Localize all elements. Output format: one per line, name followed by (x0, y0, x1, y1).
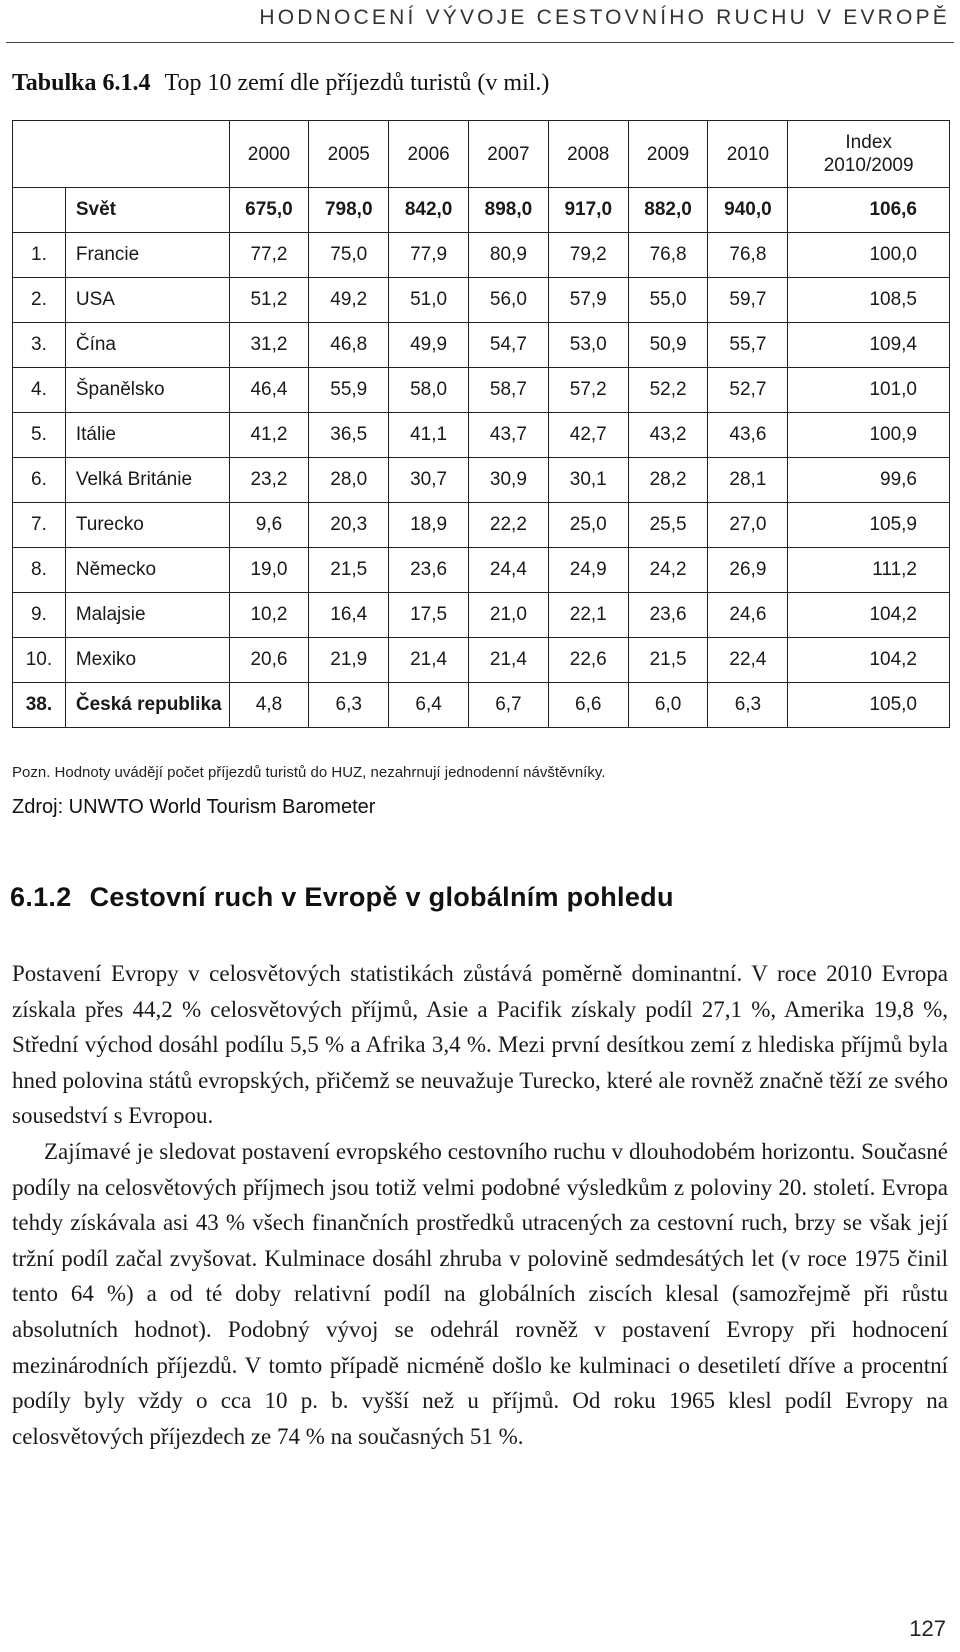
section-number: 6.1.2 (10, 882, 72, 912)
row-rank: 10. (13, 638, 66, 683)
row-value: 17,5 (389, 593, 469, 638)
row-value: 26,9 (708, 548, 788, 593)
table-row (13, 368, 950, 413)
row-value: 21,0 (469, 593, 549, 638)
row-value: 49,2 (309, 278, 389, 323)
row-country: Malajsie (65, 593, 229, 638)
row-value: 22,1 (548, 593, 628, 638)
row-value: 79,2 (548, 233, 628, 278)
row-value: 22,2 (469, 503, 549, 548)
row-value: 30,7 (389, 458, 469, 503)
row-index: 100,9 (788, 413, 950, 458)
row-value: 53,0 (548, 323, 628, 368)
row-value: 25,5 (628, 503, 708, 548)
row-value: 21,4 (389, 638, 469, 683)
row-value: 842,0 (389, 188, 469, 233)
paragraph: Postavení Evropy v celosvětových statistikách zůstává poměrně dominantní. V roce 2010 Evropa získala přes 44,2 % celosvětových příjmů, Asie a Pacifik získaly podíl 27,1 %, Amerika 19,8 %, Střední východ dosáhl podílu 5,5 % a Afrika 3,4 %. Mezi první desítkou zemí z hlediska příjmů byla hned polovina států evropských, přičemž se neuvažuje Turecko, které ale rovněž značně těží ze svého sousedství s Evropou. (12, 961, 948, 1129)
row-value: 6,6 (548, 683, 628, 728)
row-value: 898,0 (469, 188, 549, 233)
row-value: 41,1 (389, 413, 469, 458)
row-value: 49,9 (389, 323, 469, 368)
row-value: 28,0 (309, 458, 389, 503)
row-index: 108,5 (788, 278, 950, 323)
row-index: 100,0 (788, 233, 950, 278)
paragraph: Zajímavé je sledovat postavení evropského cestovního ruchu v dlouhodobém horizontu. Současné podíly na celosvětových příjmech jsou totiž velmi podobné výsledkům z poloviny 20. století. Evropa tehdy získávala asi 43 % všech finančních prostředků utracených za cestovní ruch, brzy se však její tržní podíl začal zvyšovat. Kulminace dosáhl zhruba v polovině sedmdesátých let (v roce 1975 činil tento 64 %) a od té doby relativní podíl na globálních ziscích klesal (samozřejmě při růstu absolutních hodnot). Podobný vývoj se odehrál rovněž v postavení Evropy při hodnocení mezinárodních příjezdů. V tomto případě nicméně došlo ke kulminaci o desetiletí dříve a procentní podíly byly vždy o cca 10 p. b. vyšší než u příjmů. Od roku 1965 klesl podíl Evropy na celosvětových příjezdech ze 74 % na současných 51 %. (12, 1138, 948, 1449)
row-value: 46,8 (309, 323, 389, 368)
row-value: 51,0 (389, 278, 469, 323)
row-index: 104,2 (788, 593, 950, 638)
row-index: 109,4 (788, 323, 950, 368)
row-value: 6,3 (309, 683, 389, 728)
table-row (13, 593, 950, 638)
page-number: 127 (909, 1616, 946, 1641)
row-country: Turecko (65, 503, 229, 548)
row-value: 24,9 (548, 548, 628, 593)
table-caption (12, 70, 549, 97)
row-rank: 8. (13, 548, 66, 593)
row-index: 105,0 (788, 683, 950, 728)
row-rank: 38. (13, 683, 66, 728)
row-value: 77,2 (229, 233, 309, 278)
row-value: 22,6 (548, 638, 628, 683)
row-value: 52,2 (628, 368, 708, 413)
table-row (13, 323, 950, 368)
row-value: 30,1 (548, 458, 628, 503)
row-value: 56,0 (469, 278, 549, 323)
table-row (13, 503, 950, 548)
row-rank (13, 188, 66, 233)
table-row (13, 188, 950, 233)
row-value: 6,4 (389, 683, 469, 728)
table-caption-label: Tabulka 6.1.4 (12, 70, 151, 96)
table-row (13, 683, 950, 728)
row-value: 4,8 (229, 683, 309, 728)
row-value: 24,2 (628, 548, 708, 593)
row-value: 9,6 (229, 503, 309, 548)
row-country: Mexiko (65, 638, 229, 683)
table-row (13, 413, 950, 458)
row-country: Velká Británie (65, 458, 229, 503)
header-year: 2000 (229, 121, 309, 188)
row-index: 106,6 (788, 188, 950, 233)
row-rank: 3. (13, 323, 66, 368)
row-rank: 9. (13, 593, 66, 638)
row-value: 75,0 (309, 233, 389, 278)
row-value: 54,7 (469, 323, 549, 368)
row-value: 76,8 (628, 233, 708, 278)
row-value: 27,0 (708, 503, 788, 548)
row-value: 77,9 (389, 233, 469, 278)
row-value: 76,8 (708, 233, 788, 278)
row-value: 23,6 (389, 548, 469, 593)
header-index (788, 121, 950, 188)
table-body (13, 188, 950, 728)
row-value: 22,4 (708, 638, 788, 683)
row-value: 57,9 (548, 278, 628, 323)
row-rank: 4. (13, 368, 66, 413)
section-title: Cestovní ruch v Evropě v globálním pohledu (89, 882, 674, 912)
row-value: 50,9 (628, 323, 708, 368)
row-value: 20,6 (229, 638, 309, 683)
row-value: 23,6 (628, 593, 708, 638)
row-country: Španělsko (65, 368, 229, 413)
row-value: 10,2 (229, 593, 309, 638)
table-row (13, 638, 950, 683)
row-value: 55,7 (708, 323, 788, 368)
table-source: Zdroj: UNWTO World Tourism Barometer (12, 796, 376, 818)
row-value: 6,0 (628, 683, 708, 728)
running-head: HODNOCENÍ VÝVOJE CESTOVNÍHO RUCHU V EVROPĚ (259, 6, 950, 29)
row-value: 36,5 (309, 413, 389, 458)
row-index: 99,6 (788, 458, 950, 503)
row-value: 59,7 (708, 278, 788, 323)
row-index: 111,2 (788, 548, 950, 593)
row-value: 46,4 (229, 368, 309, 413)
row-value: 20,3 (309, 503, 389, 548)
row-value: 31,2 (229, 323, 309, 368)
row-country: Svět (65, 188, 229, 233)
table-header-row (13, 121, 950, 188)
row-value: 917,0 (548, 188, 628, 233)
row-country: Německo (65, 548, 229, 593)
row-value: 6,7 (469, 683, 549, 728)
row-value: 28,1 (708, 458, 788, 503)
row-rank: 1. (13, 233, 66, 278)
row-rank: 7. (13, 503, 66, 548)
row-value: 24,4 (469, 548, 549, 593)
table-row (13, 278, 950, 323)
table-row (13, 458, 950, 503)
row-value: 19,0 (229, 548, 309, 593)
row-country: Česká republika (65, 683, 229, 728)
row-value: 24,6 (708, 593, 788, 638)
header-year: 2006 (389, 121, 469, 188)
row-value: 21,4 (469, 638, 549, 683)
table-note: Pozn. Hodnoty uvádějí počet příjezdů turistů do HUZ, nezahrnují jednodenní návštěvníky. (12, 764, 606, 781)
row-value: 58,0 (389, 368, 469, 413)
row-value: 57,2 (548, 368, 628, 413)
row-value: 16,4 (309, 593, 389, 638)
row-value: 882,0 (628, 188, 708, 233)
row-value: 21,9 (309, 638, 389, 683)
table-caption-text: Top 10 zemí dle příjezdů turistů (v mil.) (164, 70, 550, 96)
row-value: 18,9 (389, 503, 469, 548)
row-value: 43,7 (469, 413, 549, 458)
row-value: 43,6 (708, 413, 788, 458)
header-year: 2009 (628, 121, 708, 188)
row-country: Francie (65, 233, 229, 278)
row-value: 940,0 (708, 188, 788, 233)
row-value: 55,9 (309, 368, 389, 413)
row-value: 30,9 (469, 458, 549, 503)
row-value: 798,0 (309, 188, 389, 233)
row-value: 23,2 (229, 458, 309, 503)
header-rule (6, 42, 954, 43)
row-value: 42,7 (548, 413, 628, 458)
row-index: 101,0 (788, 368, 950, 413)
row-rank: 5. (13, 413, 66, 458)
header-year: 2010 (708, 121, 788, 188)
row-value: 21,5 (628, 638, 708, 683)
header-year: 2008 (548, 121, 628, 188)
row-value: 58,7 (469, 368, 549, 413)
row-value: 41,2 (229, 413, 309, 458)
row-value: 55,0 (628, 278, 708, 323)
row-value: 25,0 (548, 503, 628, 548)
header-year: 2005 (309, 121, 389, 188)
row-value: 43,2 (628, 413, 708, 458)
row-value: 28,2 (628, 458, 708, 503)
header-empty-cell (13, 121, 230, 188)
row-index: 105,9 (788, 503, 950, 548)
arrivals-table (12, 120, 950, 728)
row-rank: 2. (13, 278, 66, 323)
row-country: Itálie (65, 413, 229, 458)
header-index-line1: Index (845, 132, 892, 153)
row-value: 51,2 (229, 278, 309, 323)
row-value: 675,0 (229, 188, 309, 233)
body-text (12, 956, 948, 1454)
table-row (13, 233, 950, 278)
table-row (13, 548, 950, 593)
row-value: 80,9 (469, 233, 549, 278)
row-country: Čína (65, 323, 229, 368)
section-heading (10, 882, 674, 913)
row-country: USA (65, 278, 229, 323)
row-rank: 6. (13, 458, 66, 503)
row-value: 6,3 (708, 683, 788, 728)
header-index-line2: 2010/2009 (823, 155, 914, 176)
header-year: 2007 (469, 121, 549, 188)
row-value: 52,7 (708, 368, 788, 413)
row-index: 104,2 (788, 638, 950, 683)
row-value: 21,5 (309, 548, 389, 593)
